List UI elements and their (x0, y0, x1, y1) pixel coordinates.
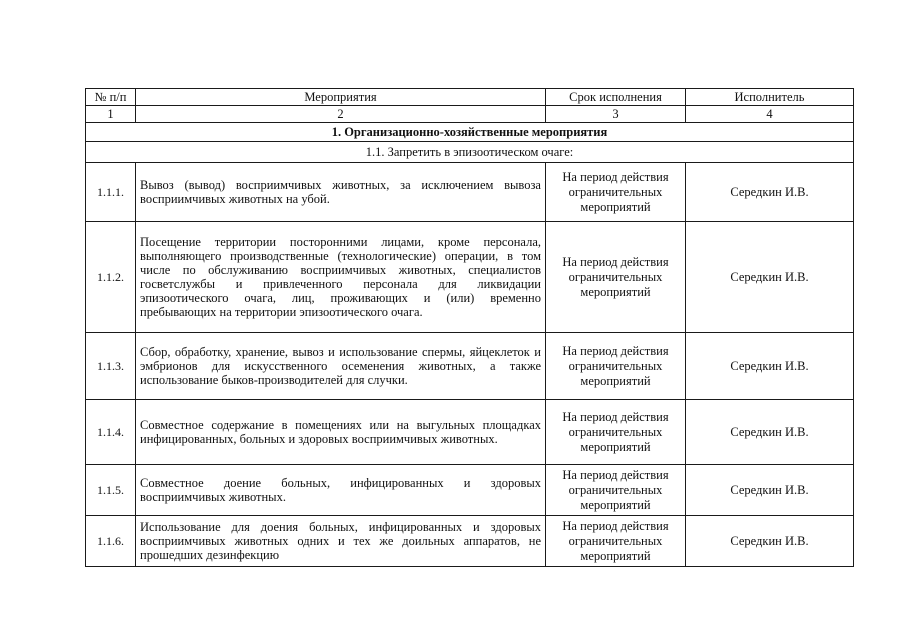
header-term: Срок исполнения (546, 89, 686, 106)
column-index-row (86, 106, 854, 123)
row-term: На период действия ограничительных мероприятий (546, 333, 686, 400)
row-activity: Сбор, обработку, хранение, вывоз и использование спермы, яйцеклеток и эмбрионов для искусственного осеменения животных, а также использование быков-производителей для случки. (136, 333, 546, 400)
row-number: 1.1.4. (86, 400, 136, 465)
section-row (86, 123, 854, 142)
row-activity: Использование для доения больных, инфицированных и здоровых восприимчивых животных одних и тех же доильных аппаратов, не прошедших дезинфекцию (136, 516, 546, 567)
measures-table (85, 88, 854, 567)
col-index-executor: 4 (686, 106, 854, 123)
row-term: На период действия ограничительных мероприятий (546, 465, 686, 516)
row-number: 1.1.2. (86, 222, 136, 333)
row-executor: Середкин И.В. (686, 222, 854, 333)
row-activity: Совместное доение больных, инфицированных и здоровых восприимчивых животных. (136, 465, 546, 516)
subsection-row (86, 142, 854, 163)
table-header-row (86, 89, 854, 106)
row-number: 1.1.3. (86, 333, 136, 400)
table-row (86, 163, 854, 222)
row-executor: Середкин И.В. (686, 333, 854, 400)
row-term: На период действия ограничительных мероприятий (546, 516, 686, 567)
row-number: 1.1.1. (86, 163, 136, 222)
header-executor: Исполнитель (686, 89, 854, 106)
header-num: № п/п (86, 89, 136, 106)
row-activity: Вывоз (вывод) восприимчивых животных, за исключением вывоза восприимчивых животных на убой. (136, 163, 546, 222)
row-term: На период действия ограничительных мероприятий (546, 222, 686, 333)
col-index-num: 1 (86, 106, 136, 123)
col-index-term: 3 (546, 106, 686, 123)
row-number: 1.1.5. (86, 465, 136, 516)
col-index-activity: 2 (136, 106, 546, 123)
row-activity: Совместное содержание в помещениях или на выгульных площадках инфицированных, больных и здоровых восприимчивых животных. (136, 400, 546, 465)
row-executor: Середкин И.В. (686, 163, 854, 222)
table-row (86, 333, 854, 400)
row-executor: Середкин И.В. (686, 400, 854, 465)
row-activity: Посещение территории посторонними лицами, кроме персонала, выполняющего производственные (технологические) операции, в том числе по обслуживанию восприимчивых животных, специалистов госветслужбы и привлеченного персонала для ликвидации эпизоотического очага, лиц, проживающих и (или) временно пребывающих на территории эпизоотического очага. (136, 222, 546, 333)
header-activity: Мероприятия (136, 89, 546, 106)
row-number: 1.1.6. (86, 516, 136, 567)
table-row (86, 465, 854, 516)
row-term: На период действия ограничительных мероприятий (546, 163, 686, 222)
table-row (86, 222, 854, 333)
subsection-title: 1.1. Запретить в эпизоотическом очаге: (86, 142, 854, 163)
row-term: На период действия ограничительных мероприятий (546, 400, 686, 465)
row-executor: Середкин И.В. (686, 465, 854, 516)
section-title: 1. Организационно-хозяйственные мероприятия (86, 123, 854, 142)
table-row (86, 516, 854, 567)
table-row (86, 400, 854, 465)
row-executor: Середкин И.В. (686, 516, 854, 567)
